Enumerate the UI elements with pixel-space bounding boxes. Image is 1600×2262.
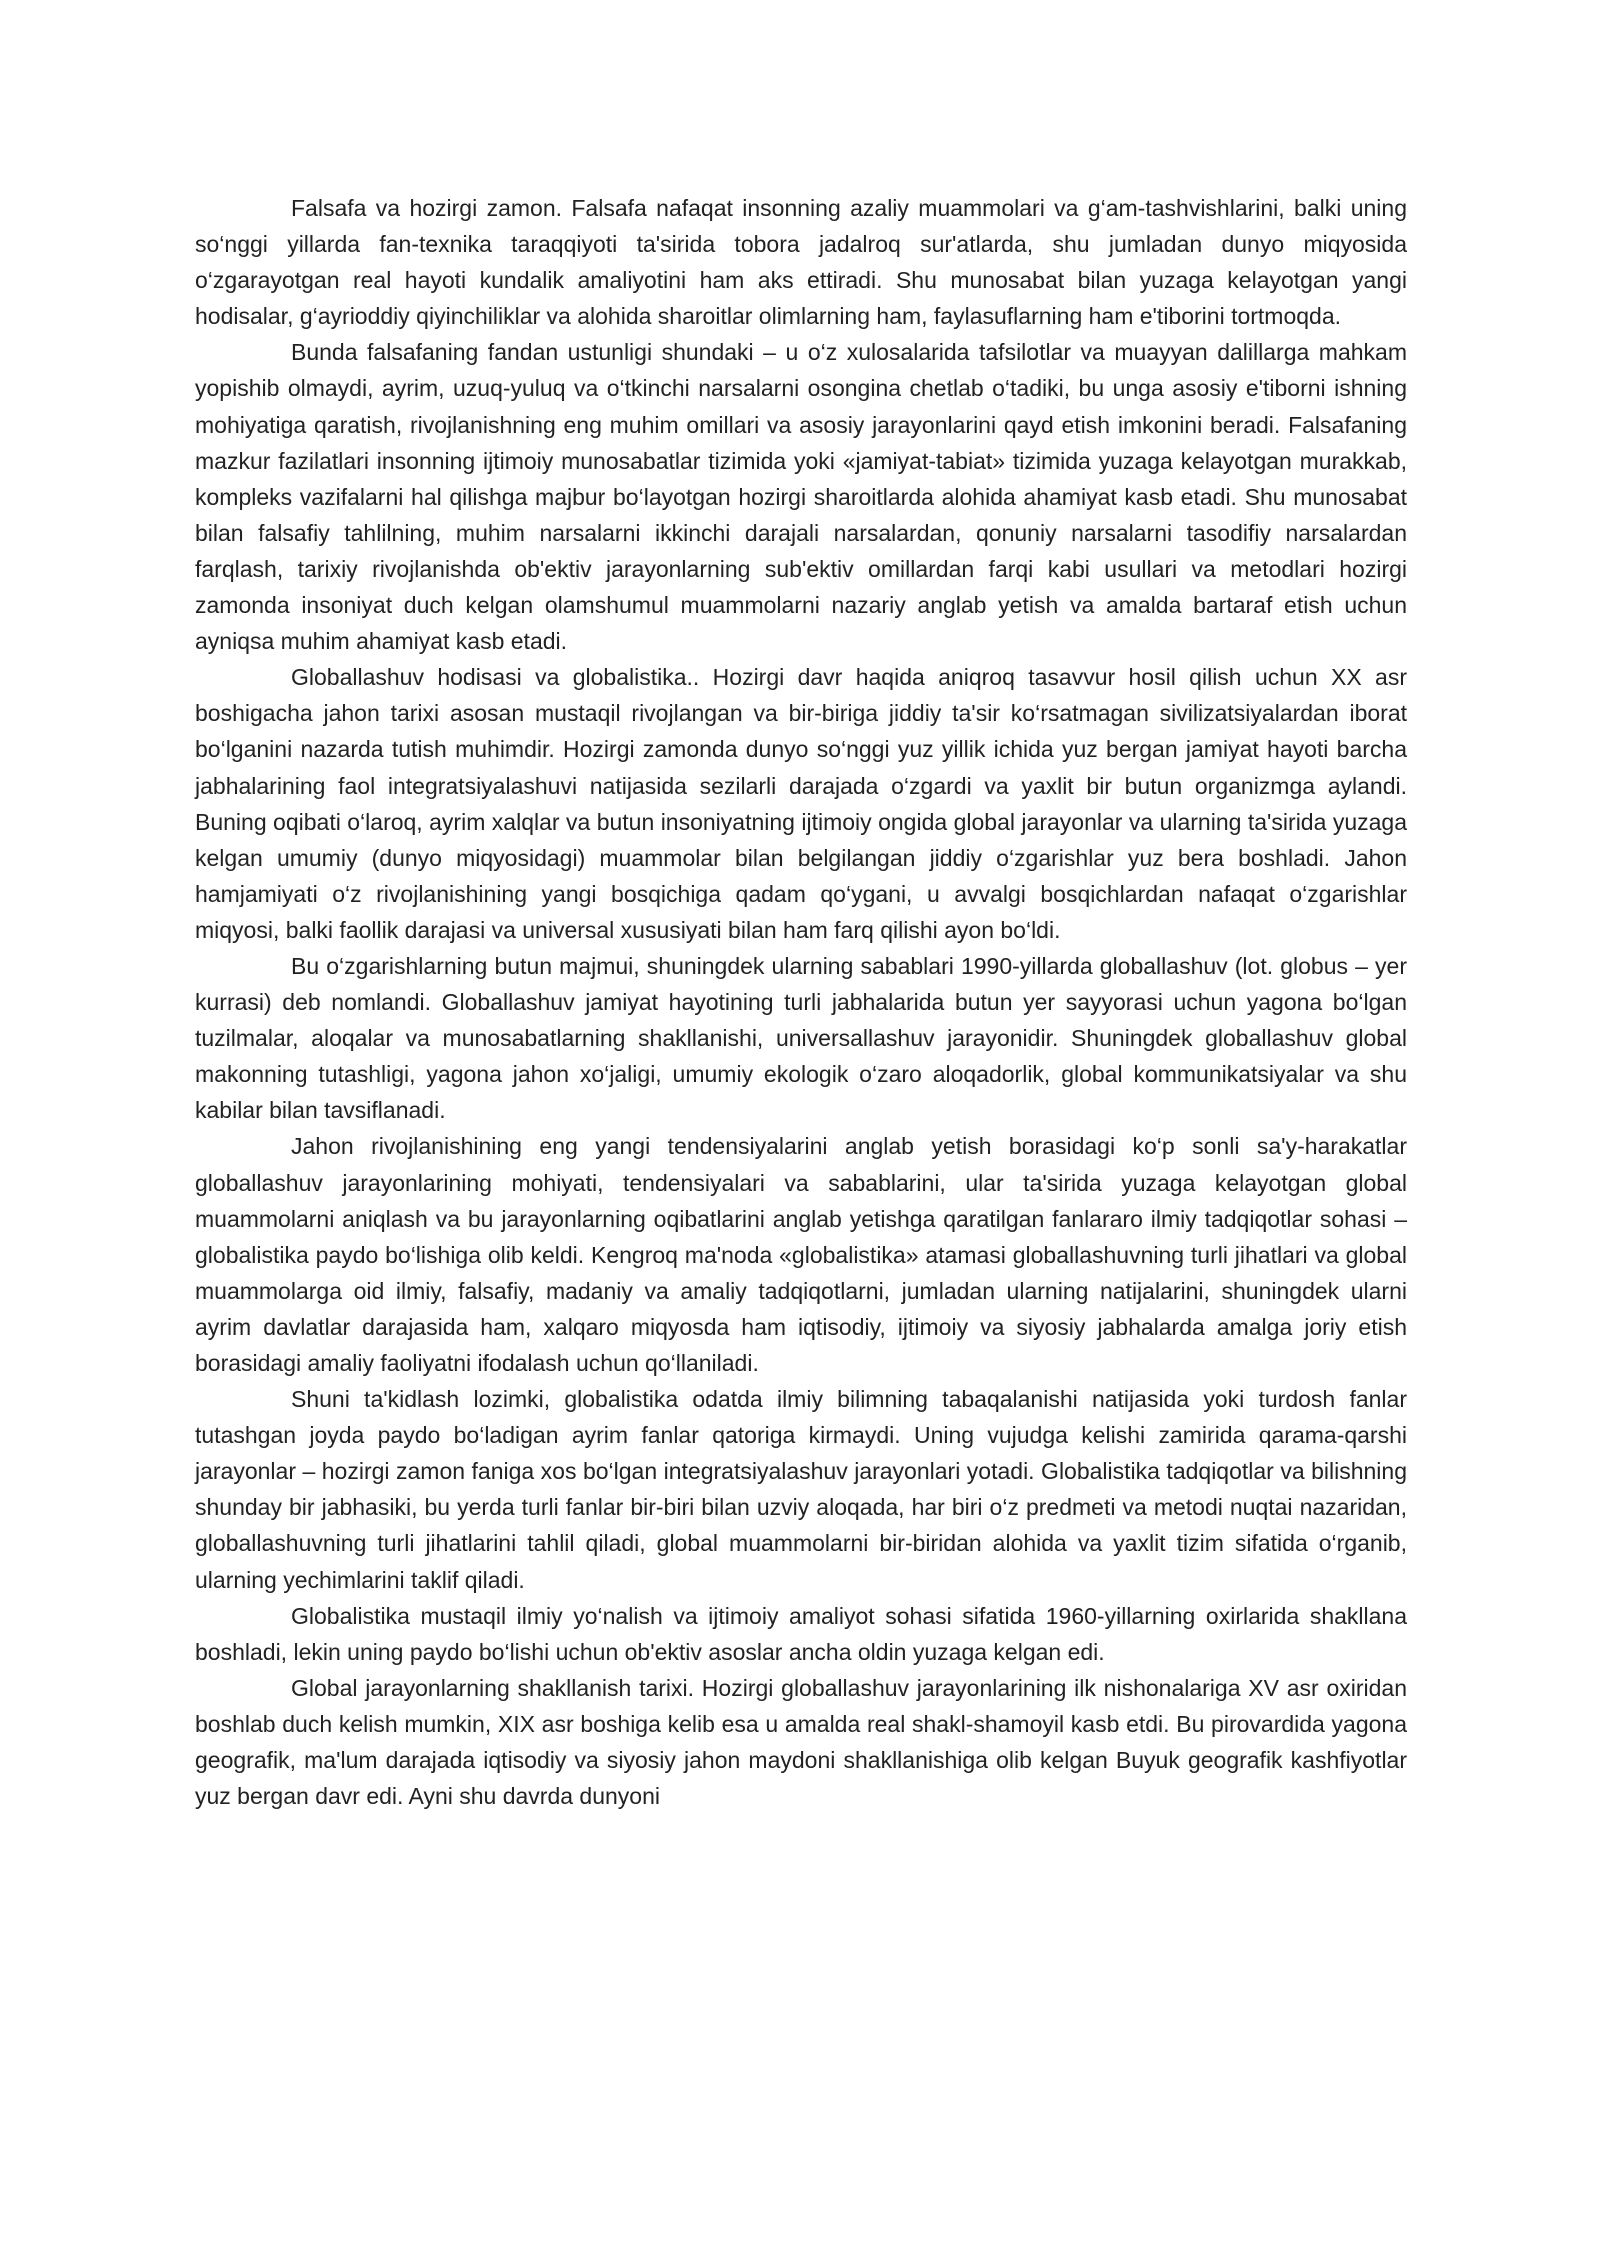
paragraph-global-jarayonlar-tarixi: Global jarayonlarning shakllanish tarixi. Hozirgi globallashuv jarayonlarining ilk nishonalariga XV asr oxiridan boshlab duch kelish mumkin, XIX asr boshiga kelib esa u amalda real shakl-shamoyil kasb etdi. Bu pirovardida yagona geografik, ma'lum darajada iqtisodiy va siyosiy jahon maydoni shakllanishiga olib kelgan Buyuk geografik kashfiyotlar yuz bergan davr edi. Ayni shu davrda dunyoni [195,1674,1407,1810]
paragraph-falsafa-va-hozirgi-zamon: Falsafa va hozirgi zamon. Falsafa nafaqat insonning azaliy muammolari va g‘am-tashvishlarini, balki uning so‘nggi yillarda fan-texnika taraqqiyoti ta'sirida tobora jadalroq sur'atlarda, shu jumladan dunyo miqyosida o‘zgarayotgan real hayoti kundalik amaliyotini ham aks ettiradi. Shu munosabat bilan yuzaga kelayotgan yangi hodisalar, g‘ayrioddiy qiyinchiliklar va alohida sharoitlar olimlarning ham, faylasuflarning ham e'tiborini tortmoqda. [195,195,1407,330]
paragraph-globalistika-integratsiya: Shuni ta'kidlash lozimki, globalistika odatda ilmiy bilimning tabaqalanishi natijasida yoki turdosh fanlar tutashgan joyda paydo bo‘ladigan ayrim fanlar qatoriga kirmaydi. Uning vujudga kelishi zamirida qarama-qarshi jarayonlar – hozirgi zamon faniga xos bo‘lgan integratsiyalashuv jarayonlari yotadi. Globalistika tadqiqotlar va bilishning shunday bir jabhasiki, bu yerda turli fanlar bir-biri bilan uzviy aloqada, har biri o‘z predmeti va metodi nuqtai nazaridan, globallashuvning turli jihatlarini tahlil qiladi, global muammolarni bir-biridan alohida va yaxlit tizim sifatida o‘rganib, ularning yechimlarini taklif qiladi. [195,1386,1407,1593]
paragraph-globallashuv-tarifi: Bu o‘zgarishlarning butun majmui, shuningdek ularning sabablari 1990-yillarda globallashuv (lot. globus – yer kurrasi) deb nomlandi. Globallashuv jamiyat hayotining turli jabhalarida butun yer sayyorasi uchun yagona bo‘lgan tuzilmalar, aloqalar va munosabatlarning shakllanishi, universallashuv jarayonidir. Shuningdek globallashuv global makonning tutashligi, yagona jahon xo‘jaligi, umumiy ekologik o‘zaro aloqadorlik, global kommunikatsiyalar va shu kabilar bilan tavsiflanadi. [195,952,1407,1124]
paragraph-globallashuv-hodisasi: Globallashuv hodisasi va globalistika.. Hozirgi davr haqida aniqroq tasavvur hosil qilish uchun XX asr boshigacha jahon tarixi asosan mustaqil rivojlangan va bir-biriga jiddiy ta'sir ko‘rsatmagan sivilizatsiyalardan iborat bo‘lganini nazarda tutish muhimdir. Hozirgi zamonda dunyo so‘nggi yuz yillik ichida yuz bergan jamiyat hayoti barcha jabhalarining faol integratsiyalashuvi natijasida sezilarli darajada o‘zgardi va yaxlit bir butun organizmga aylandi. Buning oqibati o‘laroq, ayrim xalqlar va butun insoniyatning ijtimoiy ongida global jarayonlar va ularning ta'sirida yuzaga kelgan umumiy (dunyo miqyosidagi) muammolar bilan belgilangan jiddiy o‘zgarishlar yuz bera boshladi. Jahon hamjamiyati o‘z rivojlanishining yangi bosqichiga qadam qo‘ygani, u avvalgi bosqichlardan nafaqat o‘zgarishlar miqyosi, balki faollik darajasi va universal xususiyati bilan ham farq qilishi ayon bo‘ldi. [195,664,1407,943]
paragraph-falsafaning-fandan-ustunligi: Bunda falsafaning fandan ustunligi shundaki – u o‘z xulosalarida tafsilotlar va muayyan dalillarga mahkam yopishib olmaydi, ayrim, uzuq-yuluq va o‘tkinchi narsalarni osongina chetlab o‘tadiki, bu unga asosiy e'tiborni ishning mohiyatiga qaratish, rivojlanishning eng muhim omillari va asosiy jarayonlarini qayd etish imkonini beradi. Falsafaning mazkur fazilatlari insonning ijtimoiy munosabatlar tizimida yoki «jamiyat-tabiat» tizimida yuzaga kelayotgan murakkab, kompleks vazifalarni hal qilishga majbur bo‘layotgan hozirgi sharoitlarda alohida ahamiyat kasb etadi. Shu munosabat bilan falsafiy tahlilning, muhim narsalarni ikkinchi darajali narsalardan, qonuniy narsalarni tasodifiy narsalardan farqlash, tarixiy rivojlanishda ob'ektiv jarayonlarning sub'ektiv omillardan farqi kabi usullari va metodlari hozirgi zamonda insoniyat duch kelgan olamshumul muammolarni nazariy anglab yetish va amalda bartaraf etish uchun ayniqsa muhim ahamiyat kasb etadi. [195,339,1407,655]
paragraph-globalistika-paydo-bolishi: Jahon rivojlanishining eng yangi tendensiyalarini anglab yetish borasidagi ko‘p sonli sa'y-harakatlar globallashuv jarayonlarining mohiyati, tendensiyalari va sabablarini, ular ta'sirida yuzaga kelayotgan global muammolarni aniqlash va bu jarayonlarning oqibatlarini anglab yetishga qaratilgan fanlararo ilmiy tadqiqotlar sohasi – globalistika paydo bo‘lishiga olib keldi. Kengroq ma'noda «globalistika» atamasi globallashuvning turli jihatlari va global muammolarga oid ilmiy, falsafiy, madaniy va amaliy tadqiqotlarni, jumladan ularning natijalarini, shuningdek ularni ayrim davlatlar darajasida ham, xalqaro miqyosda ham iqtisodiy, ijtimoiy va siyosiy jabhalarda amalga joriy etish borasidagi amaliy faoliyatni ifodalash uchun qo‘llaniladi. [195,1133,1407,1376]
paragraph-globalistika-mustaqil-yonalish: Globalistika mustaqil ilmiy yo‘nalish va ijtimoiy amaliyot sohasi sifatida 1960-yillarning oxirlarida shakllana boshladi, lekin uning paydo bo‘lishi uchun ob'ektiv asoslar ancha oldin yuzaga kelgan edi. [195,1602,1407,1665]
document-page [195,190,1407,1814]
